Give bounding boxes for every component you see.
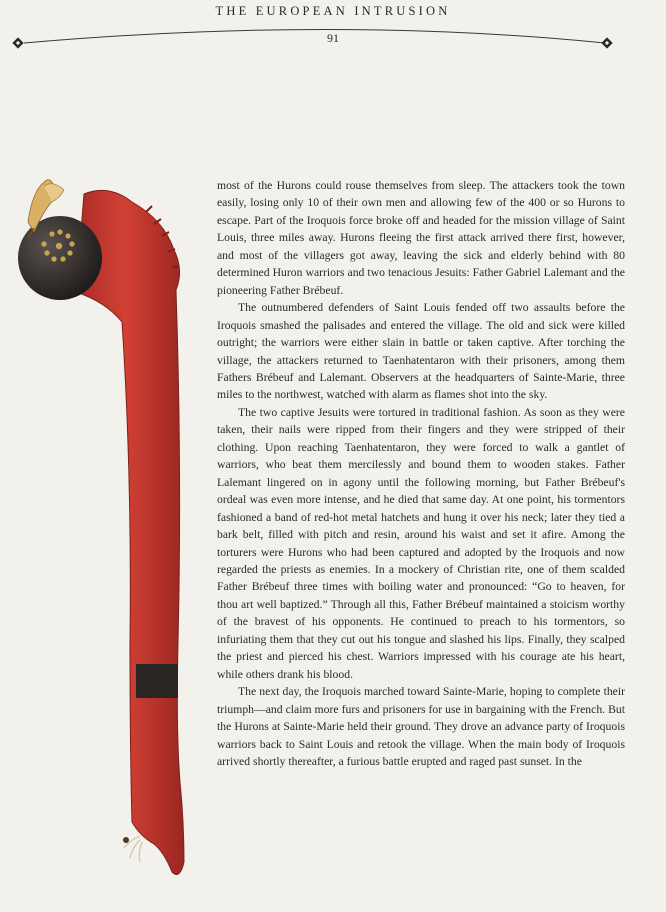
body-text: [217, 177, 625, 770]
paragraph: The next day, the Iroquois marched toward Sainte-Marie, hoping to complete their triumph—and claim more furs and prisoners for use in bargaining with the French. But the Hurons at Sainte-Marie held their ground. They drove an advance party of Iroquois warriors back to Saint Louis and retook the village. When the main body of Iroquois arrived shortly thereafter, a furious battle erupted and raged past sunset. In the: [217, 685, 625, 768]
running-head: THE EUROPEAN INTRUSION: [215, 4, 451, 18]
club-handle: [76, 190, 184, 874]
club-band: [136, 664, 178, 698]
club-ball: [18, 216, 102, 300]
paragraph: The outnumbered defenders of Saint Louis fended off two assaults before the Iroquois smashed the palisades and entered the village. The old and sick were killed outright; the warriors were either slain in battle or taken captive. After torching the village, the attackers returned to Taenhatentaron with their prisoners, among them Fathers Brébeuf and Lalemant. Observers at the headquarters of Sainte-Marie, three miles to the northwest, watched with alarm as flames shot into the sky.: [217, 301, 625, 402]
paragraph: most of the Hurons could rouse themselves from sleep. The attackers took the town easily, losing only 10 of their own men and allowing few of the 400 or so Hurons to escape. Part of the Iroquois force broke off and headed for the mission village of Saint Louis, three miles away. Hurons fleeing the first attack arrived there first, however, and most of the villagers got away, leaving the sick and elderly behind with 80 determined Huron warriors and two tenacious Jesuits: Father Gabriel Lalemant and the pioneering Father Brébeuf.: [217, 179, 625, 297]
page-number: 91: [327, 31, 339, 45]
paragraph: The two captive Jesuits were tortured in traditional fashion. As soon as they were taken, their nails were ripped from their fingers and they were stripped of their clothing. Upon reaching Taenhatentaron, they were forced to walk a gantlet of warriors, who beat them mercilessly and bound them to wooden stakes. Father Lalemant lingered on in agony until the following morning, but Father Brébeuf's ordeal was even more intense, and he died that same day. At one point, his tormentors fashioned a band of red-hot metal hatchets and hung it over his neck; later they tied a bark belt, filled with pitch and resin, around his waist and set it afire. Among the torturers were Hurons who had been captured and adopted by the Iroquois and now regarded the priests as enemies. In a mockery of Christian rite, one of them scalded Father Brébeuf three times with boiling water and pronounced: “Go to heaven, for thou art well baptized.” Through all this, Father Brébeuf maintained a stoicism worthy of the bravest of his opponents. He continued to preach to his tormentors, so infuriating them that they cut out his tongue and slashed his lips. Finally, they scalped the priest and pierced his chest. Warriors impressed with his courage ate his heart, while others drank his blood.: [217, 405, 625, 681]
header-rule: [0, 0, 666, 60]
war-club-illustration: [14, 172, 194, 882]
